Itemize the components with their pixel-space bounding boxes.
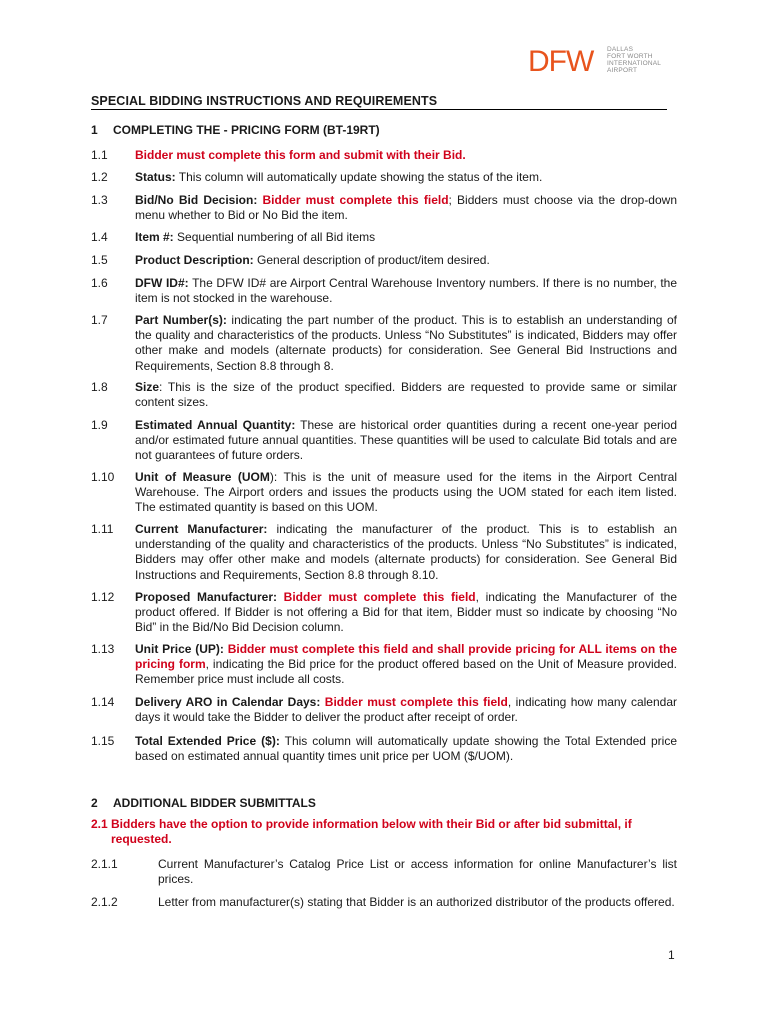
item-text: This column will automatically update showing the Total Extended price based on estimated annual quantity times unit price per UOM ($/UOM). bbox=[135, 734, 677, 764]
item-required-text: Bidder must complete this form and submit with their Bid. bbox=[135, 148, 466, 162]
item-text: ; Bidders must choose via the drop-down menu whether to Bid or No Bid the item. bbox=[135, 193, 677, 223]
item-label: Product Description: bbox=[135, 253, 254, 267]
item-label: Proposed Manufacturer: bbox=[135, 590, 278, 604]
item-1-1 bbox=[91, 148, 677, 163]
item-text: Letter from manufacturer(s) stating that Bidder is an authorized distributor of the products offered. bbox=[158, 895, 675, 909]
item-1-8 bbox=[91, 380, 677, 410]
item-text: indicating the part number of the product. This is to establish an understanding of the quality and characteristics of the products. Unless “No Substitutes” is indicated, Bidders may offer other make and models (alternate products) for consideration. See General Bid Instructions and Requirements, Section 8.8 through 8. bbox=[135, 313, 677, 373]
item-text: , indicating the Manufacturer of the product offered. If Bidder is not offering a Bid for that item, Bidder must so indicate by choosing “No Bid” in the Bid/No Bid Decision column. bbox=[135, 590, 678, 635]
item-1-3 bbox=[91, 193, 677, 223]
item-1-7 bbox=[91, 313, 677, 374]
item-label: Status: bbox=[135, 170, 176, 184]
section-2-heading bbox=[91, 796, 316, 810]
item-1-6 bbox=[91, 276, 677, 306]
item-label: Part Number(s): bbox=[135, 313, 227, 327]
item-required-text: Bidder must complete this field bbox=[277, 590, 476, 604]
page-number: 1 bbox=[668, 948, 675, 962]
item-number: 1.9 bbox=[91, 418, 108, 432]
item-required-text: Bidder must complete this field bbox=[257, 193, 449, 207]
dfw-logo bbox=[528, 40, 668, 80]
item-text: Sequential numbering of all Bid items bbox=[173, 230, 376, 244]
item-label: Unit of Measure (UOM bbox=[135, 470, 270, 484]
item-1-14 bbox=[91, 695, 677, 725]
item-1-5 bbox=[91, 253, 677, 268]
bidder-option-notice bbox=[91, 817, 677, 847]
item-number: 1.2 bbox=[91, 170, 108, 184]
item-1-10 bbox=[91, 470, 677, 516]
logo-line-1: DALLAS bbox=[607, 46, 634, 53]
item-1-2 bbox=[91, 170, 677, 185]
section-title: ADDITIONAL BIDDER SUBMITTALS bbox=[113, 796, 316, 810]
item-1-12 bbox=[91, 590, 677, 636]
item-label: Item #: bbox=[135, 230, 174, 244]
item-1-9 bbox=[91, 418, 677, 464]
item-label: Size bbox=[135, 380, 160, 394]
item-text: ): This is the unit of measure used for the items in the Airport Central Warehouse. The Airport orders and issues the products using the UOM stated for each item listed. The estimated quantity is based on this UOM. bbox=[135, 470, 677, 515]
item-text: Current Manufacturer’s Catalog Price List or access information for online Manufacturer’s list prices. bbox=[158, 857, 677, 887]
item-text: General description of product/item desired. bbox=[253, 253, 490, 267]
item-label: Estimated Annual Quantity: bbox=[135, 418, 296, 432]
item-text: These are historical order quantities during a recent one-year period and/or estimated future annual quantities. These quantities will be used to calculate Bid totals and are not guarantees of future orders. bbox=[135, 418, 677, 463]
item-number: 1.3 bbox=[91, 193, 108, 207]
item-2-1-2 bbox=[91, 895, 677, 910]
logo-line-3: INTERNATIONAL bbox=[607, 60, 662, 67]
item-required-text: Bidder must complete this field and shall provide pricing for ALL items on the pricing form bbox=[135, 642, 677, 672]
item-1-11 bbox=[91, 522, 677, 583]
item-number: 1.8 bbox=[91, 380, 108, 394]
item-number: 1.4 bbox=[91, 230, 108, 244]
item-text: The DFW ID# are Airport Central Warehouse Inventory numbers. If there is no number, the item is not stocked in the warehouse. bbox=[135, 276, 677, 306]
notice-line-1: 2.1 Bidders have the option to provide information below with their Bid or after bid submittal, if bbox=[91, 817, 632, 831]
item-number: 1.11 bbox=[91, 522, 114, 536]
item-label: Delivery ARO in Calendar Days: bbox=[135, 695, 321, 709]
item-number: 1.7 bbox=[91, 313, 108, 327]
item-number: 1.5 bbox=[91, 253, 108, 267]
logo-subtext bbox=[607, 46, 661, 74]
section-number: 2 bbox=[91, 796, 98, 810]
item-number: 1.14 bbox=[91, 695, 115, 709]
item-text: : This is the size of the product specified. Bidders are requested to provide same or similar content sizes. bbox=[135, 380, 677, 410]
item-number: 1.15 bbox=[91, 734, 115, 748]
notice-line-2: requested. bbox=[111, 832, 172, 847]
section-title: COMPLETING THE - PRICING FORM (BT-19RT) bbox=[113, 123, 380, 137]
document-title: SPECIAL BIDDING INSTRUCTIONS AND REQUIREMENTS bbox=[91, 94, 667, 110]
logo-line-2: FORT WORTH bbox=[607, 53, 653, 60]
item-label: DFW ID#: bbox=[135, 276, 189, 290]
item-label: Current Manufacturer: bbox=[135, 522, 268, 536]
item-text: , indicating how many calendar days it would take the Bidder to deliver the product after receipt of order. bbox=[135, 695, 677, 725]
item-number: 1.13 bbox=[91, 642, 115, 656]
item-label: Unit Price (UP): bbox=[135, 642, 224, 656]
item-number: 1.12 bbox=[91, 590, 115, 604]
item-required-text: Bidder must complete this field bbox=[320, 695, 508, 709]
item-text: This column will automatically update showing the status of the item. bbox=[175, 170, 543, 184]
item-number: 2.1.1 bbox=[91, 857, 118, 871]
dfw-logo-icon bbox=[528, 46, 604, 74]
item-label: Bid/No Bid Decision: bbox=[135, 193, 258, 207]
item-1-13 bbox=[91, 642, 677, 688]
item-number: 1.10 bbox=[91, 470, 115, 484]
dfw-logo-letters: DFW bbox=[528, 46, 594, 74]
section-1-heading bbox=[91, 123, 380, 137]
item-number: 1.1 bbox=[91, 148, 108, 162]
section-number: 1 bbox=[91, 123, 98, 137]
item-2-1-1 bbox=[91, 857, 677, 887]
item-text: , indicating the Bid price for the product offered based on the Unit of Measure provided. Remember price must include all costs. bbox=[135, 657, 677, 687]
item-number: 1.6 bbox=[91, 276, 108, 290]
item-1-15 bbox=[91, 734, 677, 764]
item-text: indicating the manufacturer of the product. This is to establish an understanding of the quality and characteristics of the products. Unless “No Substitutes” is indicated, Bidders may offer other make and models (alternate products) for consideration. See General Bid Instructions and Requirements, Section 8.8 through 8.10. bbox=[135, 522, 677, 582]
item-number: 2.1.2 bbox=[91, 895, 118, 909]
item-label: Total Extended Price ($): bbox=[135, 734, 280, 748]
item-1-4 bbox=[91, 230, 677, 245]
logo-line-4: AIRPORT bbox=[607, 67, 638, 74]
